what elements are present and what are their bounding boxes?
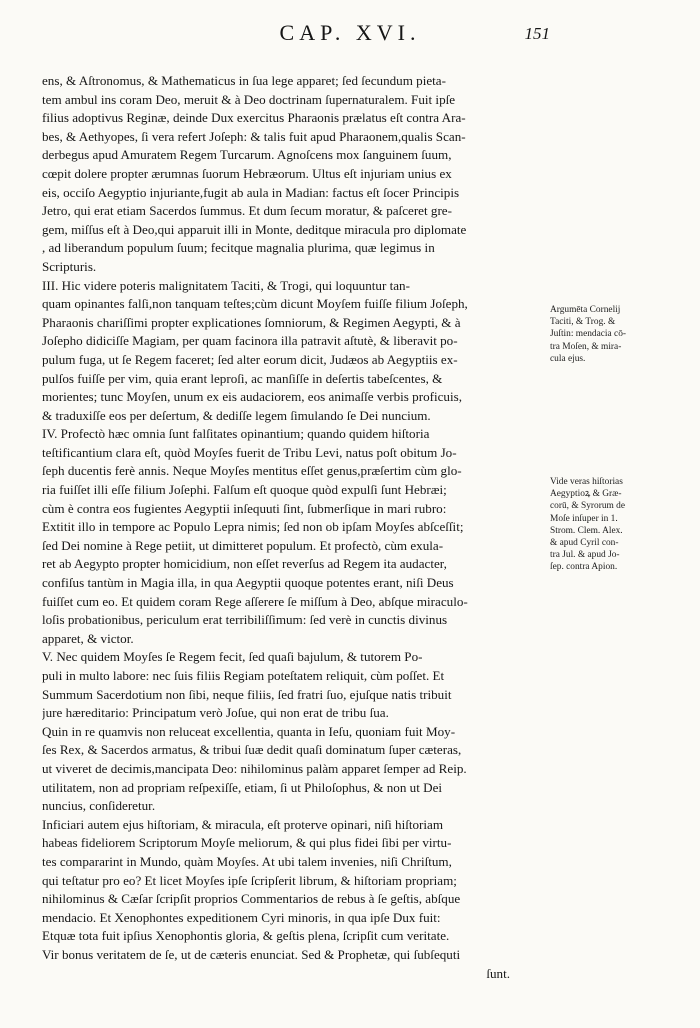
margin-note-line: Strom. Clem. Alex. xyxy=(550,525,623,536)
margin-note-line: & apud Cyril con- xyxy=(550,538,619,549)
text-line: derbegus apud Amuratem Regem Turcarum. Agnoſcens mox ſanguinem ſuum, xyxy=(42,147,452,163)
text-line: bes, & Aethyopes, ſi vera refert Joſeph: & talis fuit apud Pharaonem,qualis Scan- xyxy=(42,128,466,144)
text-line: confiſus tantùm in Magia illa, in qua Aegyptii quoque potentes erant, niſi Deus xyxy=(42,575,454,591)
text-line: morientes; tunc Moyſen, unum ex eis audaciorem, eos animaſſe verbis proficuis, xyxy=(42,389,462,405)
text-line: eis, occiſo Aegyptio injuriante,fugit ab aula in Madian: factus eſt ſocer Principis xyxy=(42,184,460,200)
text-line: pulum fuga, ut ſe Regem faceret; ſed alter eorum dicit, Judæos ab Aegyptiis ex- xyxy=(42,351,458,367)
text-line: utilitatem, non ad propriam reſpexiſſe, etiam, ſi ut Philoſophus, & non ut Dei xyxy=(42,779,443,795)
text-line: jure hæreditario: Principatum verò Joſue, qui non erat de tribu ſua. xyxy=(42,705,389,721)
margin-note-line: ſep. contra Apion. xyxy=(550,562,618,573)
text-line: ret ab Aegypto propter homicidium, non eſſet reverſus ad Regem ita audacter, xyxy=(42,556,447,572)
text-line: ſeph ducentis ferè annis. Neque Moyſes mentitus eſſet genus,præſertim cùm glo- xyxy=(42,463,462,479)
text-line: , ad liberandum populum ſuum; fecitque magnalia plurima, quæ legimus in xyxy=(42,240,435,256)
text-line: puli in multo labore: nec ſuis filiis Regiam poteſtatem reliquit, cùm poſſet. Et xyxy=(42,668,445,683)
margin-note-line: tra Moſen, & mira- xyxy=(550,341,622,352)
text-line: qui teſtatur pro eo? Et licet Moyſes ipſe ſcripſerit librum, & hiſtoriam propriam; xyxy=(42,872,457,888)
text-line: tem ambul ins coram Deo, meruit & à Deo doctrinam ſupernaturalem. Fuit ipſe xyxy=(42,91,456,107)
text-line: filius adoptivus Reginæ, deinde Dux exercitus Pharaonis prælatus eſt contra Ara- xyxy=(42,110,466,126)
text-line: ſunt. xyxy=(486,965,510,981)
chapter-title: CAP. XVI. xyxy=(279,20,421,45)
text-line: III. Hic videre poteris malignitatem Taciti, & Trogi, qui loquuntur tan- xyxy=(42,277,410,293)
text-line: ſed Dei nomine à Rege petiit, ut dimitteret populum. Et profectò, cùm exula- xyxy=(42,537,444,553)
text-line: Scripturis. xyxy=(42,258,97,274)
text-line: nuncius, conſideretur. xyxy=(42,798,156,814)
text-line: IV. Profectò hæc omnia ſunt falſitates opinantium; quando quidem hiſtoria xyxy=(42,426,430,442)
text-line: Vir bonus veritatem de ſe, ut de cæteris enunciat. Sed & Prophetæ, qui ſubſequti xyxy=(42,946,461,962)
margin-note-line: Taciti, & Trog. & xyxy=(550,317,616,328)
margin-note-line: Moſe inſuper in 1. xyxy=(550,513,618,524)
text-line: cùm è contra eos fugientes Aegyptii inſequuti ſint, ſubmerſique in mari rubro: xyxy=(42,500,447,516)
margin-note-line: Argumēta Cornelij xyxy=(550,305,621,315)
text-line: nihilominus & Cæſar ſcripſit proprios Commentarios de rebus à ſe geſtis, abſque xyxy=(42,891,461,907)
text-line: Extitit illo in tempore ac Populo Lepra nimis; ſed non ob ipſam Moyſes abſceſſit; xyxy=(42,519,464,535)
text-line: Summum Sacerdotium non ſibi, neque filiis, ſed fratri ſuo, ejuſque natis tribuit xyxy=(42,686,452,702)
text-line: quam opinantes falſi,non tanquam teſtes;cùm dicunt Moyſem fuiſſe filium Joſeph, xyxy=(42,296,468,312)
text-line: habeas fideliorem Scriptorum Moyſe meliorum, & qui plus fidei ſibi per virtu- xyxy=(42,835,452,851)
text-line: fuiſſet cum eo. Et quidem coram Rege aſſerere ſe miſſum à Deo, abſque miraculo- xyxy=(42,593,468,609)
text-line: Etquæ tota fuit ipſius Xenophontis gloria, & geſtis plena, ſcripſit cum veritate. xyxy=(42,928,450,944)
text-line: gem, miſſus eſt à Deo,qui apparuit illi in Monte, deditque miracula pro diplomate xyxy=(42,221,467,237)
text-line: Joſepho didiciſſe Magiam, per quam facinora illa patravit aſtutè, & liberavit po- xyxy=(42,333,458,349)
margin-note-line: tra Jul. & apud Jo- xyxy=(550,550,620,561)
text-line: ria fuiſſet illi eſſe filium Joſephi. Falſum eſt quoque quòd expulſi ſunt Hebræi; xyxy=(42,482,447,498)
text-line: ut viveret de decimis,mancipata Deo: nihilominus palàm apparet ſemper ad Reip. xyxy=(42,760,467,776)
margin-note-line: Aegyptioꝝ & Græ- xyxy=(550,489,622,500)
margin-note-line: Juſtin: mendacia cō- xyxy=(550,329,627,340)
text-line: teſtificantium clara eſt, quòd Moyſes fuerit de Tribu Levi, natus poſt obitum Jo- xyxy=(42,444,457,460)
text-line: ens, & Aſtronomus, & Mathematicus in ſua lege apparet; ſed ſecundum pieta- xyxy=(42,73,446,88)
text-line: V. Nec quidem Moyſes ſe Regem fecit, ſed quaſi bajulum, & tutorem Po- xyxy=(42,649,423,665)
text-line: Inficiari autem ejus hiſtoriam, & miracula, eſt proterve opinari, niſi hiſtoriam xyxy=(42,816,444,832)
margin-note-tacitus-trogus xyxy=(550,304,690,365)
margin-note-true-histories xyxy=(550,476,690,574)
page-number: 151 xyxy=(524,24,550,43)
text-line: cœpit dolere propter ærumnas ſuorum Hebræorum. Ultus eſt injuriam unius ex xyxy=(42,165,452,181)
text-line: pulſos fuiſſe per vim, quia erant leproſi, ac manſiſſe in deſertis tabeſcentes, & xyxy=(42,370,443,386)
text-line: tes compararint in Mundo, quàm Moyſes. At ubi talem invenies, niſi Chriſtum, xyxy=(42,853,452,869)
text-line: Jetro, qui erat etiam Sacerdos ſummus. Et dum ſecum moratur, & paſceret gre- xyxy=(42,203,452,219)
text-line: & traduxiſſe eos per deſertum, & dediſſe legem ſimulando ſe Dei nuncium. xyxy=(42,407,431,423)
main-text-block xyxy=(42,72,540,983)
text-line: ſes Rex, & Sacerdos armatus, & tribui ſuæ dedit quaſi dominatum ſuper cæteras, xyxy=(42,742,462,758)
margin-note-line: cula ejus. xyxy=(550,353,586,364)
text-line: mendacio. Et Xenophontes expeditionem Cyri minoris, in qua ipſe Dux fuit: xyxy=(42,909,441,925)
text-line: apparet, & victor. xyxy=(42,630,134,646)
margin-note-line: corū, & Syrorum de xyxy=(550,501,625,512)
margin-note-line: Vide veras hiſtorias xyxy=(550,477,623,487)
text-line: Pharaonis chariſſimi propter explicationes ſomniorum, & Regimen Aegypti, & à xyxy=(42,314,461,330)
text-line: Quin in re quamvis non reluceat excellentia, quanta in Ieſu, quoniam fuit Moy- xyxy=(42,723,456,739)
text-line: loſis probationibus, periculum erat terribiliſſimum: ſed verè in cunctis divinus xyxy=(42,612,448,628)
